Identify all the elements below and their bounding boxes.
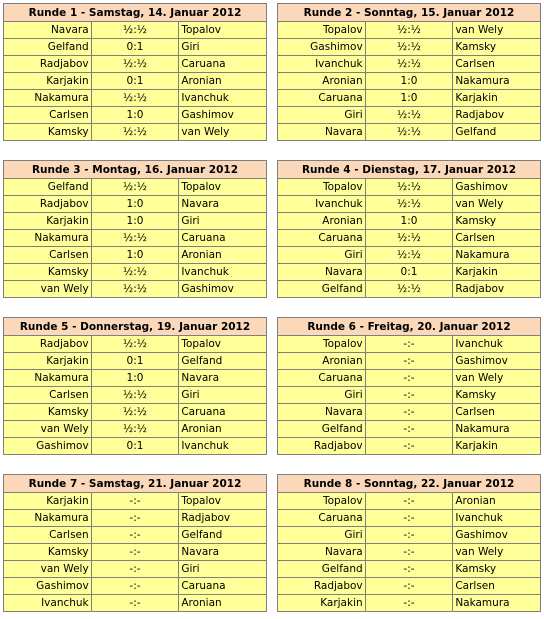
black-player: Aronian: [179, 421, 267, 438]
round-table-8: [277, 474, 541, 612]
black-player: Aronian: [179, 73, 267, 90]
round-title: Runde 6 - Freitag, 20. Januar 2012: [278, 318, 541, 336]
game-result: 1:0: [91, 370, 179, 387]
black-player: Radjabov: [179, 510, 267, 527]
black-player: Ivanchuk: [453, 336, 541, 353]
game-result: -:-: [365, 510, 453, 527]
round-title: Runde 3 - Montag, 16. Januar 2012: [4, 161, 267, 179]
game-row: [4, 421, 267, 438]
white-player: Carlsen: [4, 247, 92, 264]
game-row: [278, 387, 541, 404]
white-player: Topalov: [278, 493, 366, 510]
game-row: [278, 39, 541, 56]
game-row: [278, 370, 541, 387]
black-player: Gelfand: [179, 527, 267, 544]
game-result: ½:½: [365, 124, 453, 141]
game-result: 1:0: [91, 196, 179, 213]
game-result: -:-: [365, 370, 453, 387]
white-player: Kamsky: [4, 124, 92, 141]
white-player: van Wely: [4, 281, 92, 298]
black-player: Caruana: [179, 56, 267, 73]
white-player: Carlsen: [4, 387, 92, 404]
white-player: Carlsen: [4, 527, 92, 544]
black-player: Giri: [179, 561, 267, 578]
white-player: Kamsky: [4, 264, 92, 281]
game-result: 0:1: [91, 353, 179, 370]
white-player: Kamsky: [4, 404, 92, 421]
game-row: [4, 336, 267, 353]
black-player: Topalov: [179, 336, 267, 353]
black-player: Ivanchuk: [179, 438, 267, 455]
game-result: ½:½: [365, 179, 453, 196]
black-player: Topalov: [179, 22, 267, 39]
game-result: 1:0: [365, 73, 453, 90]
game-result: ½:½: [91, 230, 179, 247]
game-row: [278, 595, 541, 612]
game-row: [278, 264, 541, 281]
game-result: ½:½: [365, 39, 453, 56]
black-player: Karjakin: [453, 90, 541, 107]
black-player: Caruana: [179, 578, 267, 595]
black-player: Kamsky: [453, 561, 541, 578]
game-row: [4, 124, 267, 141]
game-row: [4, 493, 267, 510]
white-player: van Wely: [4, 561, 92, 578]
black-player: Ivanchuk: [179, 90, 267, 107]
game-result: ½:½: [91, 387, 179, 404]
black-player: Carlsen: [453, 404, 541, 421]
game-result: ½:½: [365, 247, 453, 264]
game-result: -:-: [365, 527, 453, 544]
round-title: Runde 8 - Sonntag, 22. Januar 2012: [278, 475, 541, 493]
white-player: Topalov: [278, 179, 366, 196]
game-row: [4, 527, 267, 544]
game-row: [278, 230, 541, 247]
game-row: [278, 421, 541, 438]
white-player: Giri: [278, 527, 366, 544]
game-result: -:-: [365, 387, 453, 404]
round-table-5: [3, 317, 267, 455]
white-player: Giri: [278, 387, 366, 404]
black-player: Aronian: [179, 595, 267, 612]
game-row: [4, 281, 267, 298]
game-row: [278, 196, 541, 213]
game-row: [4, 404, 267, 421]
white-player: Caruana: [278, 510, 366, 527]
game-row: [278, 544, 541, 561]
white-player: Caruana: [278, 370, 366, 387]
game-row: [278, 404, 541, 421]
black-player: van Wely: [453, 370, 541, 387]
game-row: [4, 595, 267, 612]
game-row: [278, 213, 541, 230]
round-title: Runde 2 - Sonntag, 15. Januar 2012: [278, 4, 541, 22]
game-result: 0:1: [91, 73, 179, 90]
game-row: [4, 230, 267, 247]
black-player: Caruana: [179, 404, 267, 421]
white-player: Gelfand: [278, 561, 366, 578]
black-player: Aronian: [179, 247, 267, 264]
black-player: Karjakin: [453, 264, 541, 281]
white-player: Radjabov: [4, 196, 92, 213]
round-table-1: [3, 3, 267, 141]
game-row: [4, 578, 267, 595]
black-player: Gashimov: [453, 353, 541, 370]
black-player: Carlsen: [453, 56, 541, 73]
game-result: -:-: [91, 578, 179, 595]
game-result: ½:½: [91, 90, 179, 107]
black-player: Nakamura: [453, 247, 541, 264]
game-result: ½:½: [91, 281, 179, 298]
white-player: Topalov: [278, 336, 366, 353]
game-result: -:-: [91, 544, 179, 561]
black-player: van Wely: [453, 196, 541, 213]
game-result: -:-: [91, 510, 179, 527]
round-title: Runde 1 - Samstag, 14. Januar 2012: [4, 4, 267, 22]
white-player: Ivanchuk: [278, 196, 366, 213]
game-row: [4, 247, 267, 264]
game-row: [278, 90, 541, 107]
white-player: Aronian: [278, 353, 366, 370]
black-player: Gashimov: [453, 179, 541, 196]
game-row: [4, 90, 267, 107]
game-row: [4, 561, 267, 578]
game-row: [4, 544, 267, 561]
round-title: Runde 5 - Donnerstag, 19. Januar 2012: [4, 318, 267, 336]
white-player: Kamsky: [4, 544, 92, 561]
black-player: Carlsen: [453, 578, 541, 595]
game-result: ½:½: [365, 281, 453, 298]
black-player: Navara: [179, 196, 267, 213]
game-row: [4, 264, 267, 281]
white-player: Gashimov: [278, 39, 366, 56]
game-row: [4, 56, 267, 73]
white-player: Karjakin: [4, 73, 92, 90]
black-player: Nakamura: [453, 595, 541, 612]
game-result: 0:1: [91, 39, 179, 56]
round-title: Runde 7 - Samstag, 21. Januar 2012: [4, 475, 267, 493]
game-row: [278, 124, 541, 141]
black-player: Aronian: [453, 493, 541, 510]
game-result: -:-: [91, 527, 179, 544]
white-player: Caruana: [278, 90, 366, 107]
game-result: -:-: [365, 421, 453, 438]
game-result: 0:1: [365, 264, 453, 281]
white-player: Navara: [278, 264, 366, 281]
round-table-6: [277, 317, 541, 455]
black-player: Kamsky: [453, 39, 541, 56]
round-table-7: [3, 474, 267, 612]
round-title: Runde 4 - Dienstag, 17. Januar 2012: [278, 161, 541, 179]
black-player: Radjabov: [453, 281, 541, 298]
black-player: Kamsky: [453, 213, 541, 230]
white-player: Nakamura: [4, 370, 92, 387]
black-player: Giri: [179, 213, 267, 230]
game-row: [278, 336, 541, 353]
white-player: Karjakin: [278, 595, 366, 612]
game-result: 1:0: [91, 213, 179, 230]
game-row: [278, 493, 541, 510]
black-player: Caruana: [179, 230, 267, 247]
game-row: [4, 213, 267, 230]
white-player: Gelfand: [278, 421, 366, 438]
game-result: ½:½: [91, 336, 179, 353]
game-row: [278, 510, 541, 527]
game-row: [4, 438, 267, 455]
black-player: Giri: [179, 39, 267, 56]
black-player: Ivanchuk: [453, 510, 541, 527]
white-player: Aronian: [278, 213, 366, 230]
game-row: [4, 196, 267, 213]
game-row: [278, 179, 541, 196]
game-result: ½:½: [365, 230, 453, 247]
white-player: Karjakin: [4, 213, 92, 230]
black-player: Gelfand: [453, 124, 541, 141]
white-player: Topalov: [278, 22, 366, 39]
white-player: Gashimov: [4, 438, 92, 455]
black-player: Nakamura: [453, 421, 541, 438]
white-player: Ivanchuk: [278, 56, 366, 73]
black-player: van Wely: [453, 22, 541, 39]
game-result: ½:½: [91, 22, 179, 39]
white-player: Gelfand: [4, 179, 92, 196]
game-result: 0:1: [91, 438, 179, 455]
game-result: 1:0: [91, 247, 179, 264]
game-result: ½:½: [91, 179, 179, 196]
white-player: Gelfand: [278, 281, 366, 298]
white-player: Giri: [278, 247, 366, 264]
game-result: -:-: [365, 353, 453, 370]
black-player: van Wely: [179, 124, 267, 141]
game-row: [4, 179, 267, 196]
white-player: Radjabov: [278, 578, 366, 595]
game-row: [278, 107, 541, 124]
white-player: Navara: [278, 404, 366, 421]
game-result: -:-: [91, 561, 179, 578]
game-result: 1:0: [365, 213, 453, 230]
game-result: -:-: [91, 493, 179, 510]
black-player: Giri: [179, 387, 267, 404]
white-player: van Wely: [4, 421, 92, 438]
game-result: -:-: [365, 493, 453, 510]
black-player: Topalov: [179, 493, 267, 510]
game-result: -:-: [365, 561, 453, 578]
game-row: [278, 22, 541, 39]
black-player: Navara: [179, 370, 267, 387]
white-player: Navara: [4, 22, 92, 39]
black-player: Karjakin: [453, 438, 541, 455]
black-player: Radjabov: [453, 107, 541, 124]
black-player: Gashimov: [179, 281, 267, 298]
black-player: Kamsky: [453, 387, 541, 404]
game-row: [278, 281, 541, 298]
game-row: [278, 73, 541, 90]
black-player: Ivanchuk: [179, 264, 267, 281]
white-player: Radjabov: [4, 56, 92, 73]
game-row: [278, 578, 541, 595]
black-player: Gashimov: [179, 107, 267, 124]
white-player: Gashimov: [4, 578, 92, 595]
game-result: -:-: [365, 595, 453, 612]
black-player: Nakamura: [453, 73, 541, 90]
game-result: -:-: [365, 578, 453, 595]
game-row: [278, 561, 541, 578]
white-player: Caruana: [278, 230, 366, 247]
round-table-4: [277, 160, 541, 298]
game-row: [4, 73, 267, 90]
game-result: -:-: [365, 544, 453, 561]
game-result: ½:½: [365, 56, 453, 73]
black-player: Navara: [179, 544, 267, 561]
game-result: 1:0: [91, 107, 179, 124]
game-result: -:-: [365, 438, 453, 455]
black-player: Gashimov: [453, 527, 541, 544]
white-player: Ivanchuk: [4, 595, 92, 612]
game-row: [278, 527, 541, 544]
white-player: Karjakin: [4, 493, 92, 510]
game-row: [4, 39, 267, 56]
game-row: [4, 510, 267, 527]
white-player: Radjabov: [278, 438, 366, 455]
round-table-2: [277, 3, 541, 141]
game-result: -:-: [91, 595, 179, 612]
game-result: ½:½: [365, 107, 453, 124]
game-result: ½:½: [365, 22, 453, 39]
game-result: ½:½: [91, 404, 179, 421]
game-result: ½:½: [91, 124, 179, 141]
white-player: Karjakin: [4, 353, 92, 370]
white-player: Gelfand: [4, 39, 92, 56]
white-player: Navara: [278, 544, 366, 561]
game-row: [4, 353, 267, 370]
game-result: ½:½: [365, 196, 453, 213]
white-player: Nakamura: [4, 90, 92, 107]
game-row: [4, 387, 267, 404]
white-player: Nakamura: [4, 230, 92, 247]
black-player: Topalov: [179, 179, 267, 196]
black-player: Gelfand: [179, 353, 267, 370]
white-player: Nakamura: [4, 510, 92, 527]
game-result: 1:0: [365, 90, 453, 107]
round-table-3: [3, 160, 267, 298]
game-result: ½:½: [91, 421, 179, 438]
black-player: Carlsen: [453, 230, 541, 247]
white-player: Radjabov: [4, 336, 92, 353]
game-row: [278, 247, 541, 264]
game-result: ½:½: [91, 56, 179, 73]
white-player: Navara: [278, 124, 366, 141]
white-player: Aronian: [278, 73, 366, 90]
game-row: [4, 22, 267, 39]
game-result: ½:½: [91, 264, 179, 281]
game-row: [278, 438, 541, 455]
game-result: -:-: [365, 404, 453, 421]
black-player: van Wely: [453, 544, 541, 561]
white-player: Carlsen: [4, 107, 92, 124]
game-row: [4, 370, 267, 387]
game-row: [278, 56, 541, 73]
white-player: Giri: [278, 107, 366, 124]
game-result: -:-: [365, 336, 453, 353]
game-row: [4, 107, 267, 124]
game-row: [278, 353, 541, 370]
